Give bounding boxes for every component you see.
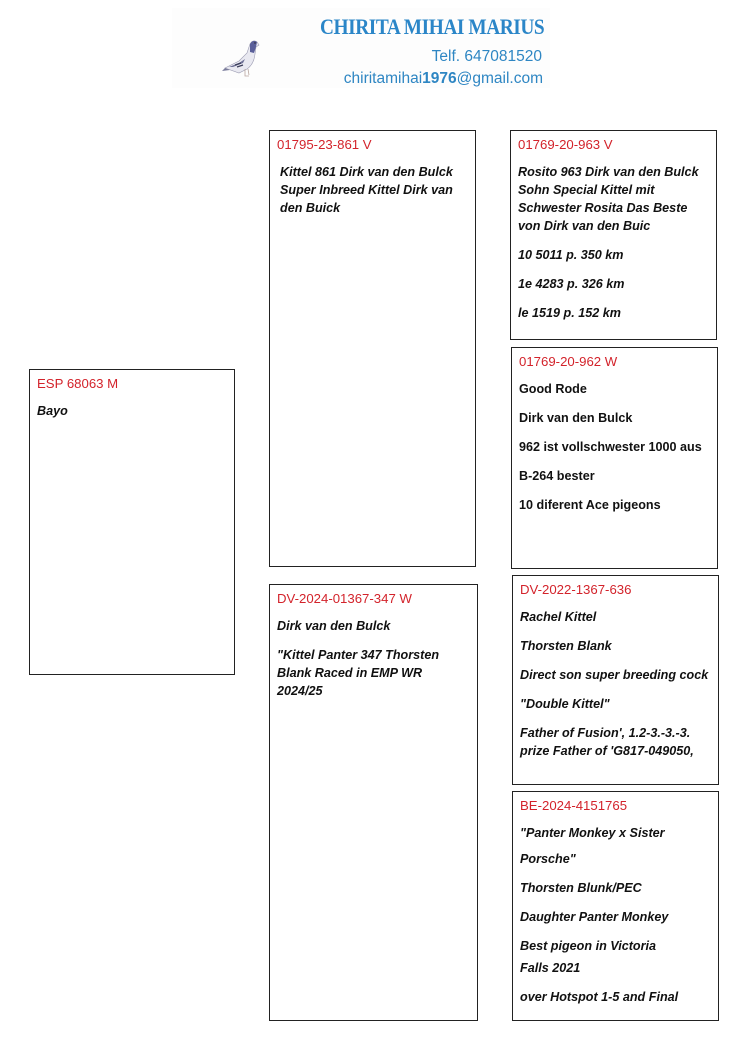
pedigree-note: "Double Kittel" [520, 697, 610, 711]
ring-number: BE-2024-4151765 [520, 798, 628, 813]
pedigree-note: Thorsten Blunk/PEC [520, 881, 642, 895]
pedigree-note: Father of Fusion', 1.2-3.-3.-3. prize Father of 'G817-049050, [520, 726, 694, 758]
pigeon-icon [221, 36, 265, 82]
ring-number: ESP 68063 M [37, 376, 119, 391]
pedigree-note: over Hotspot 1-5 and Final [520, 990, 679, 1004]
pedigree-note: 10 diferent Ace pigeons [519, 498, 661, 512]
ring-number: 01795-23-861 V [277, 137, 372, 152]
ring-number: 01769-20-963 V [518, 137, 613, 152]
pedigree-note: Direct son super breeding cock [520, 668, 709, 682]
pedigree-box-subject [29, 369, 235, 675]
pedigree-note: "Panter Monkey x Sister [520, 826, 665, 840]
ring-number: DV-2024-01367-347 W [277, 591, 412, 606]
ring-number: 01769-20-962 W [519, 354, 618, 369]
pedigree-note: 1e 4283 p. 326 km [518, 277, 625, 291]
pedigree-note: "Kittel Panter 347 Thorsten Blank Raced in EMP WR 2024/25 [277, 648, 440, 698]
breeder-phone: Telf. 647081520 [431, 48, 542, 65]
pedigree-note: Rosito 963 Dirk van den Bulck Sohn Special Kittel mit Schwester Rosita Das Beste von Dirk van den Buic [518, 165, 699, 233]
breeder-email[interactable]: chiritamihai1976@gmail.com [343, 70, 543, 87]
pedigree-note: 10 5011 p. 350 km [518, 248, 624, 262]
breeder-name: CHIRITA MIHAI MARIUS [320, 14, 545, 39]
pedigree-box-dam-dam [512, 791, 719, 1021]
pedigree-note: Best pigeon in Victoria [520, 939, 656, 953]
pedigree-box-dam [269, 584, 478, 1021]
pedigree-note: le 1519 p. 152 km [518, 306, 621, 320]
pedigree-note: Dirk van den Bulck [519, 411, 633, 425]
pedigree-note: Rachel Kittel [520, 610, 597, 624]
pedigree-box-sire [269, 130, 476, 567]
pedigree-note: Daughter Panter Monkey [520, 910, 669, 924]
pedigree-note: Dirk van den Bulck [277, 619, 391, 633]
pedigree-note: Falls 2021 [520, 961, 581, 975]
pedigree-note: Bayo [37, 404, 68, 418]
pedigree-box-sire-sire [510, 130, 717, 340]
pedigree-box-sire-dam [511, 347, 718, 569]
pedigree-note: Kittel 861 Dirk van den Bulck Super Inbreed Kittel Dirk van den Buick [280, 165, 453, 215]
pedigree-note: Thorsten Blank [520, 639, 612, 653]
pedigree-note: Good Rode [519, 382, 587, 396]
pedigree-note: Porsche" [520, 852, 576, 866]
pedigree-note: 962 ist vollschwester 1000 aus [519, 440, 702, 454]
pedigree-note: B-264 bester [519, 469, 595, 483]
ring-number: DV-2022-1367-636 [520, 582, 632, 597]
pedigree-box-dam-sire [512, 575, 719, 785]
